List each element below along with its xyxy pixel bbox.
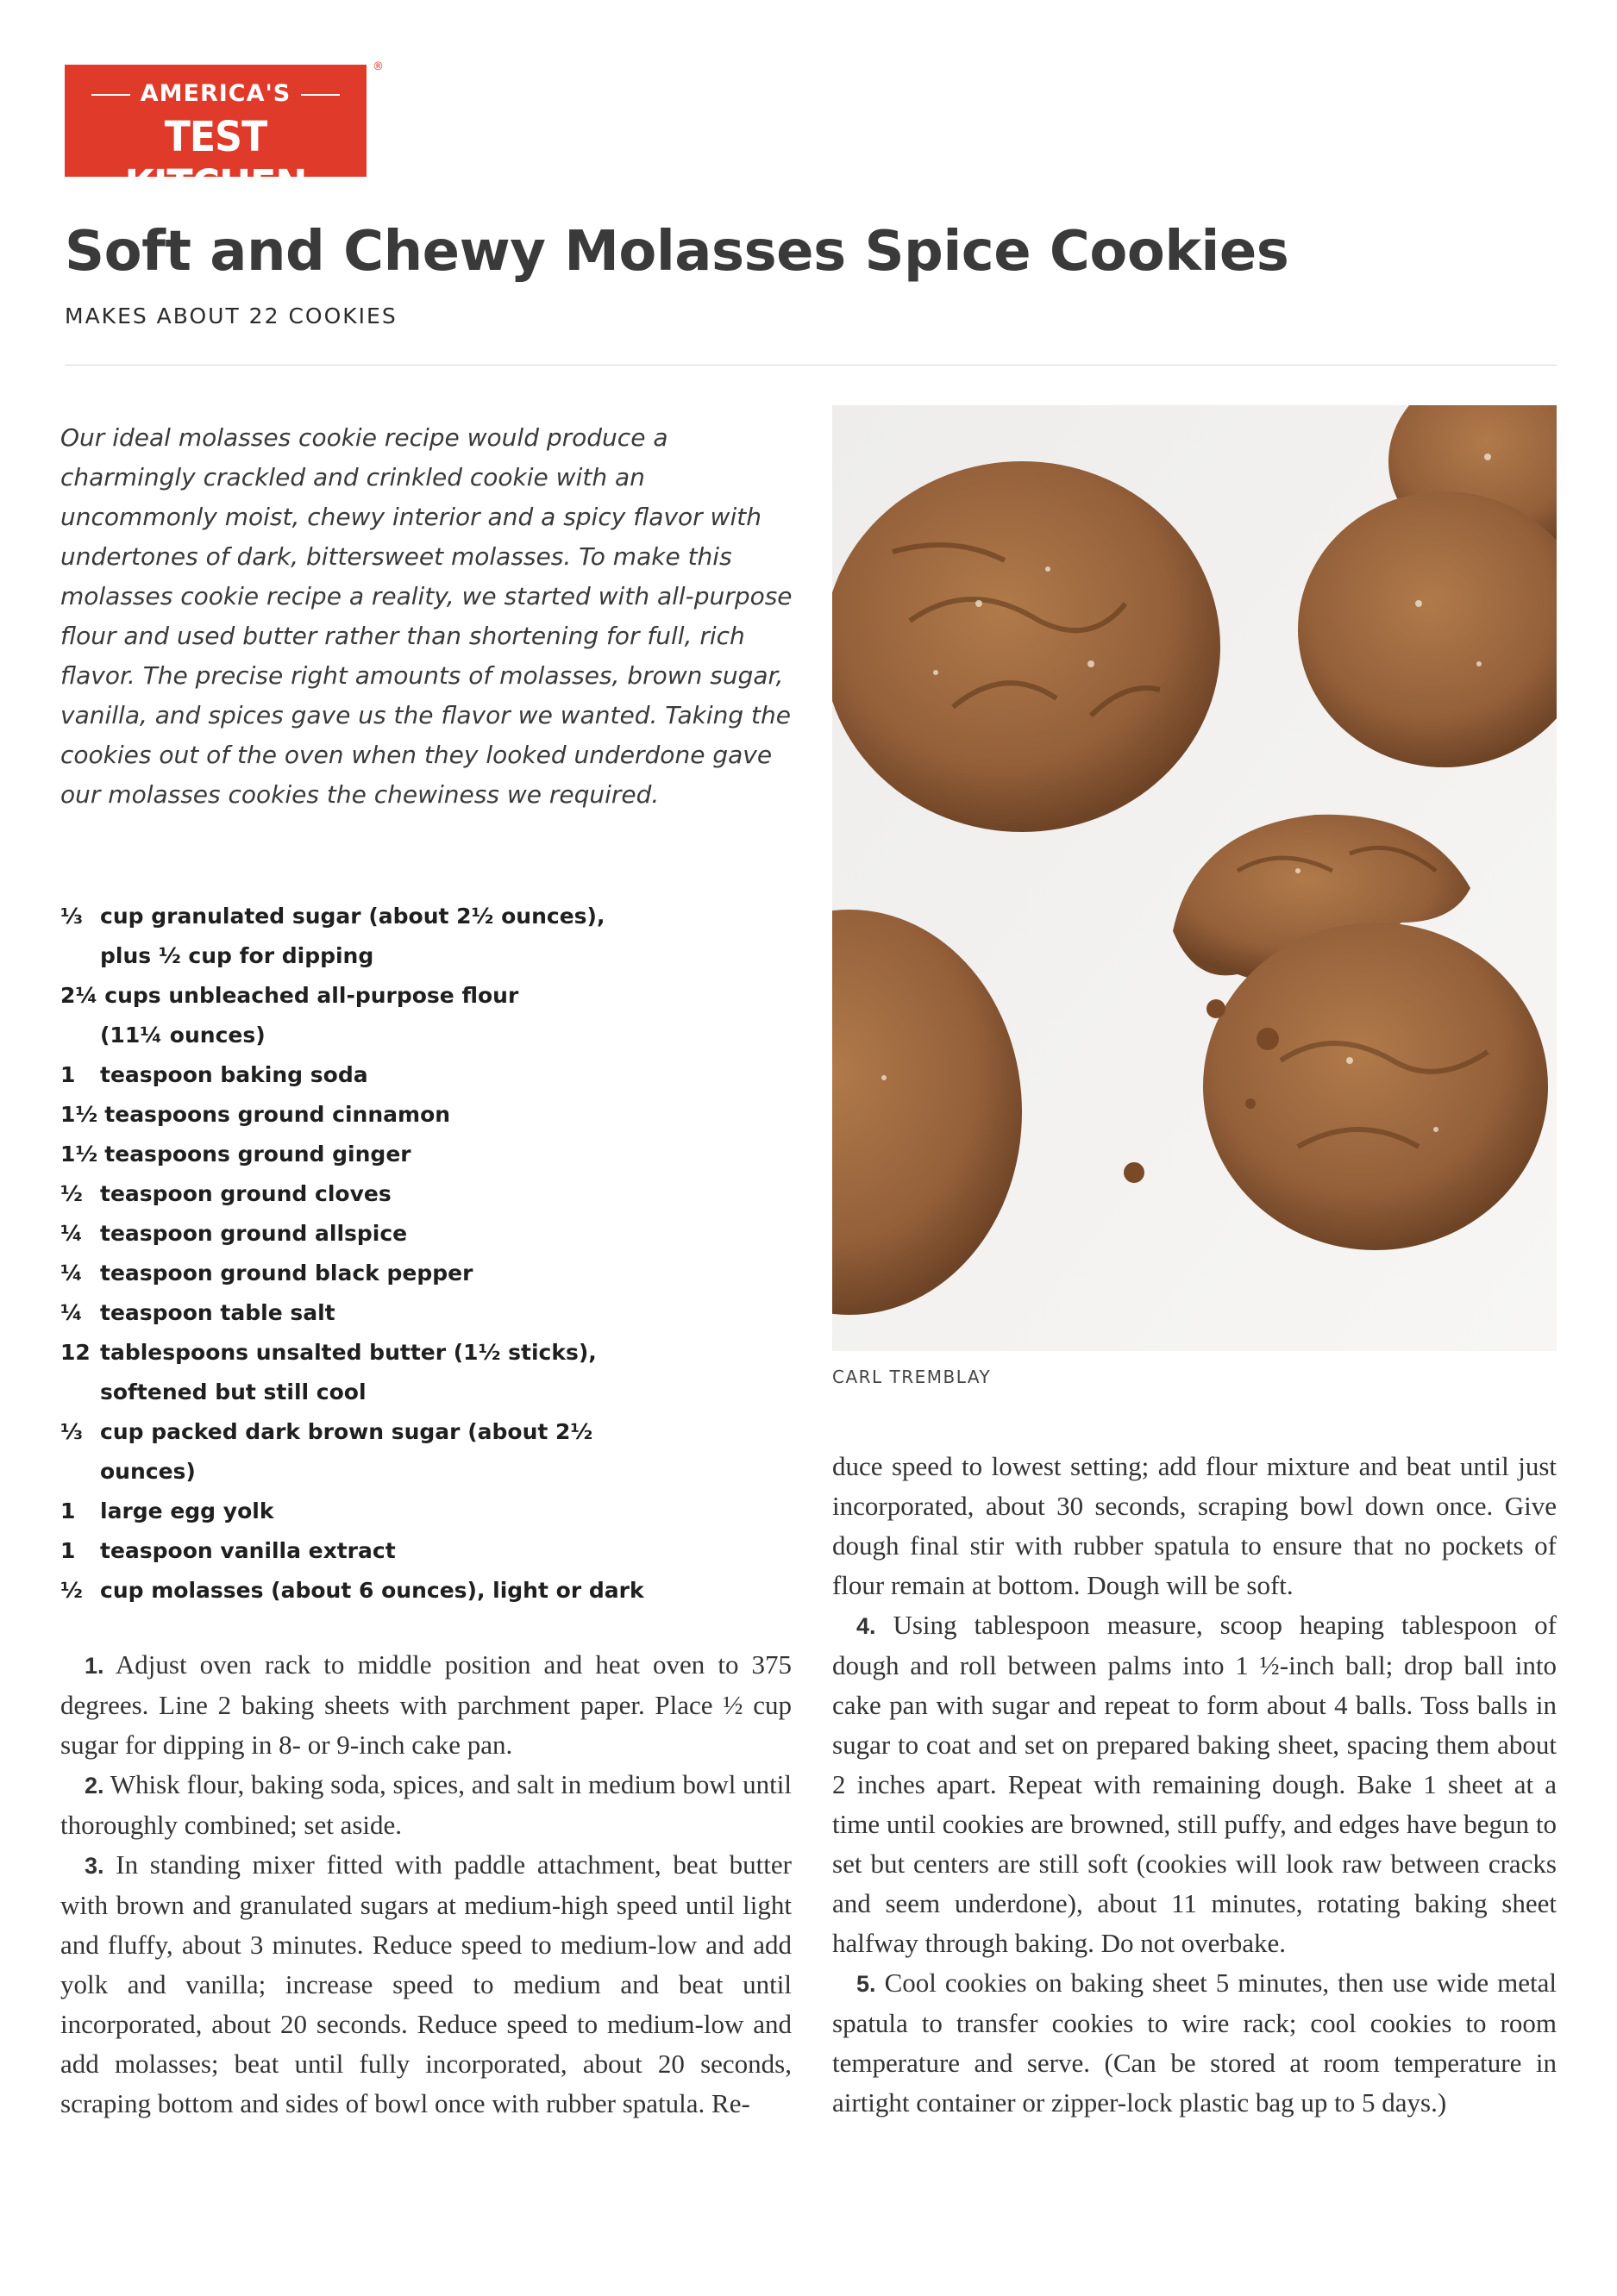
step-text: In standing mixer fitted with paddle attachment, beat butter with brown and granulated sugars at medium-high speed until light and fluffy, about 3 minutes. Reduce speed to medium-low and add yolk and vanilla; increase speed to medium and beat until incorporated, about 20 seconds. Reduce speed to medium-low and add molasses; beat until fully incorporated, about 20 seconds, scraping bottom and sides of bowl once with rubber spatula. Re- [60, 1849, 792, 2118]
recipe-step [60, 1845, 792, 2124]
recipe-step [832, 1963, 1557, 2123]
recipe-title: Soft and Chewy Molasses Spice Cookies [65, 220, 1289, 284]
step-number: 2. [85, 1773, 104, 1799]
step-number: 5. [856, 1971, 876, 1997]
ingredient-item [60, 897, 802, 976]
ingredient-text: teaspoon ground allspice [100, 1221, 408, 1246]
ingredient-text: teaspoon ground black pepper [100, 1261, 473, 1286]
ingredient-text: cups unbleached all-purpose flour [104, 983, 519, 1008]
photo-credit: CARL TREMBLAY [832, 1367, 992, 1387]
recipe-step [60, 1765, 792, 1845]
ingredient-text: teaspoon baking soda [100, 1062, 368, 1087]
ingredient-text: teaspoons ground ginger [104, 1142, 411, 1167]
logo-line-1: AMERICA'S [65, 80, 367, 107]
ingredient-quantity: 2¼ [60, 983, 98, 1008]
americas-test-kitchen-logo [65, 65, 367, 210]
cookie-crumb [1257, 1028, 1279, 1050]
ingredient-text: cup granulated sugar (about 2½ ounces), [100, 904, 605, 929]
ingredient-text: teaspoon vanilla extract [100, 1538, 396, 1563]
ingredient-text-continued: ounces) [100, 1459, 196, 1484]
ingredient-item [60, 1333, 802, 1412]
steps-column-left [60, 1645, 792, 2124]
ingredient-text-continued: (11¼ ounces) [100, 1023, 266, 1048]
ingredient-text-continued: softened but still cool [100, 1379, 367, 1405]
cookie-main [832, 461, 1220, 832]
step-text: Whisk flour, baking soda, spices, and salt in medium bowl until thoroughly combined; set aside. [60, 1769, 792, 1840]
ingredient-item [60, 1531, 802, 1571]
recipe-intro: Our ideal molasses cookie recipe would produce a charmingly crackled and crinkled cookie with an uncommonly moist, chewy interior and a spicy flavor with undertones of dark, bittersweet molasses. To make this molasses cookie recipe a reality, we started with all-purpose flour and used butter rather than shortening for full, rich flavor. The precise right amounts of molasses, brown sugar, vanilla, and spices gave us the flavor we wanted. Taking the cookies out of the oven when they looked underdone gave our molasses cookies the chewiness we required. [60, 423, 793, 809]
step-number: 3. [85, 1853, 104, 1879]
ingredient-quantity: ½ [60, 1181, 83, 1206]
step-text: Cool cookies on baking sheet 5 minutes, then use wide metal spatula to transfer cookies to wire rack; cool cookies to room temperature and serve. (Can be stored at room temperature in airtight container or zipper-lock plastic bag up to 5 days.) [832, 1968, 1557, 2118]
header-divider [65, 365, 1557, 366]
cookies-photo [832, 405, 1557, 1351]
ingredient-item [60, 1214, 802, 1254]
ingredient-quantity: ⅓ [60, 1419, 83, 1444]
step-text: Using tablespoon measure, scoop heaping tablespoon of dough and roll between palms into 1 ½-inch ball; drop ball into cake pan with sugar and repeat to form about 4 balls. Toss balls in sugar to coat and set on prepared baking sheet, spacing them about 2 inches apart. Repeat with remaining dough. Bake 1 sheet at a time until cookies are browned, still puffy, and edges have begun to set but centers are still soft (cookies will look raw between cracks and seem underdone), about 11 minutes, rotating baking sheet halfway through baking. Do not overbake. [832, 1610, 1557, 1958]
registered-mark: ® [373, 60, 384, 73]
ingredient-item [60, 1174, 802, 1214]
ingredient-quantity: 1 [60, 1538, 76, 1563]
recipe-step-continued: duce speed to lowest setting; add flour mixture and beat until just incorporated, about 30 seconds, scraping bowl down once. Give dough final stir with rubber spatula to ensure that no pockets of flour remain at bottom. Dough will be soft. [832, 1451, 1557, 1600]
logo-line-2: TEST KITCHEN [124, 113, 307, 210]
ingredient-quantity: 12 [60, 1340, 91, 1365]
steps-column-right [832, 1447, 1557, 2123]
ingredient-text: teaspoons ground cinnamon [104, 1102, 451, 1127]
recipe-yield: MAKES ABOUT 22 COOKIES [65, 303, 398, 328]
step-number: 1. [85, 1653, 104, 1679]
ingredient-item [60, 1571, 802, 1611]
cookie-crumb [1206, 999, 1225, 1018]
ingredient-quantity: 1 [60, 1062, 76, 1087]
ingredient-text-continued: plus ½ cup for dipping [100, 943, 374, 968]
ingredient-item [60, 1293, 802, 1333]
recipe-step [60, 1645, 792, 1765]
ingredient-quantity: 1½ [60, 1102, 98, 1127]
ingredient-quantity: 1½ [60, 1142, 98, 1167]
ingredient-item [60, 1095, 802, 1135]
ingredient-text: tablespoons unsalted butter (1½ sticks), [100, 1340, 597, 1365]
cookie-crumb [1245, 1098, 1256, 1109]
ingredient-quantity: ½ [60, 1578, 83, 1603]
ingredient-item [60, 1412, 802, 1492]
ingredient-list [60, 897, 802, 1611]
step-text: Adjust oven rack to middle position and heat oven to 375 degrees. Line 2 baking sheets with parchment paper. Place ½ cup sugar for dipping in 8- or 9-inch cake pan. [60, 1649, 792, 1760]
ingredient-text: cup packed dark brown sugar (about 2½ [100, 1419, 593, 1444]
ingredient-item [60, 1055, 802, 1095]
ingredient-text: cup molasses (about 6 ounces), light or dark [100, 1578, 644, 1603]
cookie-crumb [1124, 1162, 1144, 1183]
ingredient-item [60, 1135, 802, 1174]
ingredient-text: teaspoon table salt [100, 1300, 335, 1325]
ingredient-quantity: ¼ [60, 1300, 83, 1325]
ingredient-item [60, 1254, 802, 1293]
step-number: 4. [856, 1613, 876, 1639]
cookie-lower-right [1203, 923, 1548, 1250]
ingredient-quantity: 1 [60, 1498, 76, 1523]
ingredient-quantity: ¼ [60, 1261, 83, 1286]
recipe-step [832, 1605, 1557, 1963]
ingredient-item [60, 976, 802, 1055]
ingredient-quantity: ⅓ [60, 904, 83, 929]
ingredient-item [60, 1492, 802, 1531]
ingredient-text: large egg yolk [100, 1498, 274, 1523]
ingredient-quantity: ¼ [60, 1221, 83, 1246]
ingredient-text: teaspoon ground cloves [100, 1181, 392, 1206]
